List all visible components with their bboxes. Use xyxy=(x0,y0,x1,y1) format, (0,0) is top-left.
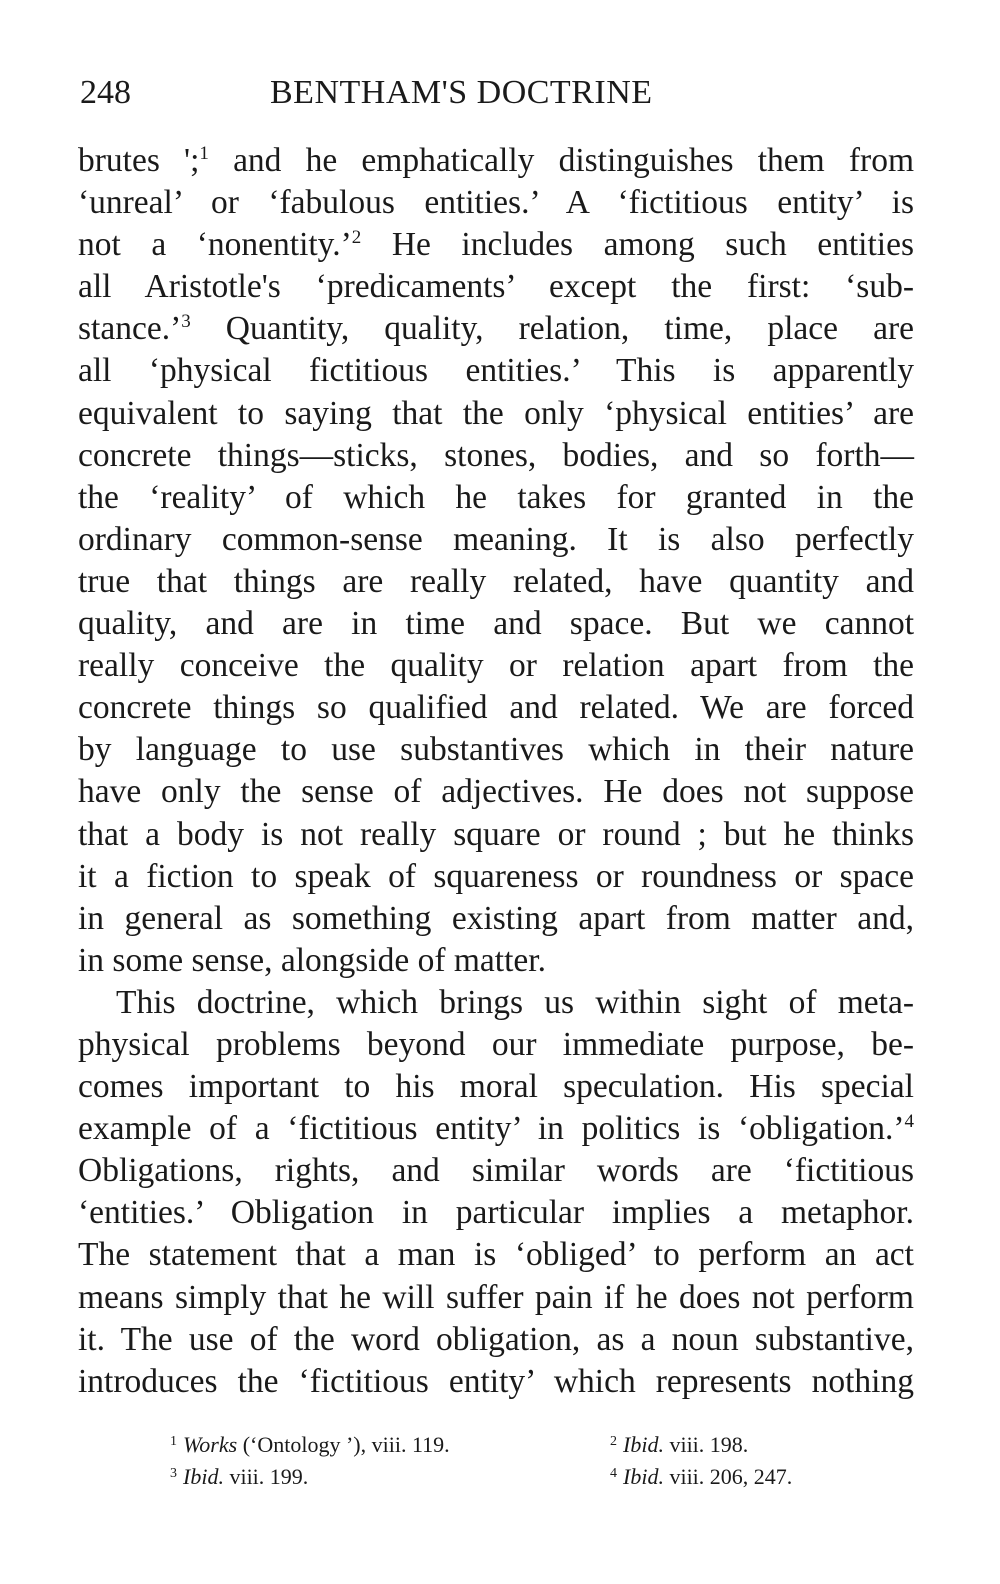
line-text: example of a ‘fictitious entity’ in politics is ‘obligation.’ xyxy=(78,1110,905,1148)
footnote-reference: viii. 198. xyxy=(663,1432,749,1457)
text-line: the ‘reality’ of which he takes for granted in the xyxy=(78,478,914,516)
text-line: all ‘physical fictitious entities.’ This is apparently xyxy=(78,352,914,390)
footnote-source: Ibid. xyxy=(623,1432,664,1457)
footnote-source: Ibid. xyxy=(183,1464,224,1489)
footnote-mark: 3 xyxy=(170,1466,177,1481)
footnote-mark: 2 xyxy=(610,1434,617,1449)
text-line: it. The use of the word obligation, as a noun substantive, xyxy=(78,1320,914,1358)
running-title: BENTHAM'S DOCTRINE xyxy=(270,74,653,111)
line-text: not a ‘nonentity.’ xyxy=(78,226,352,264)
text-line xyxy=(78,1108,914,1150)
text-line xyxy=(78,308,914,350)
footnote-reference: viii. 206, 247. xyxy=(663,1464,793,1489)
text-line: introduces the ‘fictitious entity’ which represents nothing xyxy=(78,1362,914,1400)
text-line xyxy=(78,140,914,182)
text-line: that a body is not really square or round ; but he thinks xyxy=(78,815,914,853)
paragraph xyxy=(78,982,914,1403)
text-line: This doctrine, which brings us within sight of meta- xyxy=(116,983,914,1021)
page-number: 248 xyxy=(80,74,131,111)
text-line: true that things are really related, have quantity and xyxy=(78,562,914,600)
footnote-2 xyxy=(610,1432,748,1458)
text-line: quality, and are in time and space. But we cannot xyxy=(78,605,914,643)
text-line: all Aristotle's ‘predicaments’ except the first: ‘sub- xyxy=(78,268,914,306)
text-line: in general as something existing apart from matter and, xyxy=(78,899,914,937)
text-line: concrete things—sticks, stones, bodies, and so forth— xyxy=(78,436,914,474)
text-line: equivalent to saying that the only ‘physical entities’ are xyxy=(78,394,914,432)
text-line: concrete things so qualified and related. We are forced xyxy=(78,689,914,727)
text-line: means simply that he will suffer pain if he does not perform xyxy=(78,1278,914,1316)
text-line: really conceive the quality or relation apart from the xyxy=(78,647,914,685)
footnote-reference: viii. 199. xyxy=(223,1464,309,1489)
footnote-mark: 1 xyxy=(170,1434,177,1449)
footnote-reference-mark[interactable]: 2 xyxy=(351,227,362,249)
text-line: The statement that a man is ‘obliged’ to perform an act xyxy=(78,1236,914,1274)
footnote-3 xyxy=(170,1464,308,1490)
line-text: Quantity, quality, relation, time, place are xyxy=(190,310,914,348)
line-text: He includes among such entities xyxy=(361,226,914,264)
running-header xyxy=(80,74,920,124)
text-line: have only the sense of adjectives. He does not suppose xyxy=(78,773,914,811)
line-text: brutes '; xyxy=(78,142,200,179)
text-line: by language to use substantives which in their nature xyxy=(78,731,914,769)
text-line: Obligations, rights, and similar words are ‘fictitious xyxy=(78,1152,914,1190)
footnote-mark: 4 xyxy=(610,1466,617,1481)
text-line: ‘unreal’ or ‘fabulous entities.’ A ‘fictitious entity’ is xyxy=(78,184,914,222)
footnote-reference-mark[interactable]: 1 xyxy=(199,143,209,164)
footnote-reference-mark[interactable]: 3 xyxy=(181,311,191,333)
footnote-4 xyxy=(610,1464,792,1490)
text-line: ordinary common-sense meaning. It is also perfectly xyxy=(78,520,914,558)
text-line: physical problems beyond our immediate purpose, be- xyxy=(78,1025,914,1063)
text-line: ‘entities.’ Obligation in particular implies a metaphor. xyxy=(78,1194,914,1232)
footnote-source: Works xyxy=(183,1432,238,1457)
paragraph xyxy=(78,140,914,982)
footnote-source: Ibid. xyxy=(623,1464,664,1489)
line-text: and he emphatically distinguishes them from xyxy=(208,142,914,179)
footnote-1 xyxy=(170,1432,450,1458)
text-line: it a fiction to speak of squareness or roundness or space xyxy=(78,857,914,895)
footnote-reference-mark[interactable]: 4 xyxy=(904,1111,914,1133)
text-line: in some sense, alongside of matter. xyxy=(78,941,546,979)
text-line: comes important to his moral speculation. His special xyxy=(78,1068,914,1106)
text-line xyxy=(78,224,914,266)
body-text xyxy=(78,140,914,1403)
line-text: stance.’ xyxy=(78,310,182,348)
footnote-reference: (‘Ontology ’), viii. 119. xyxy=(237,1432,450,1457)
